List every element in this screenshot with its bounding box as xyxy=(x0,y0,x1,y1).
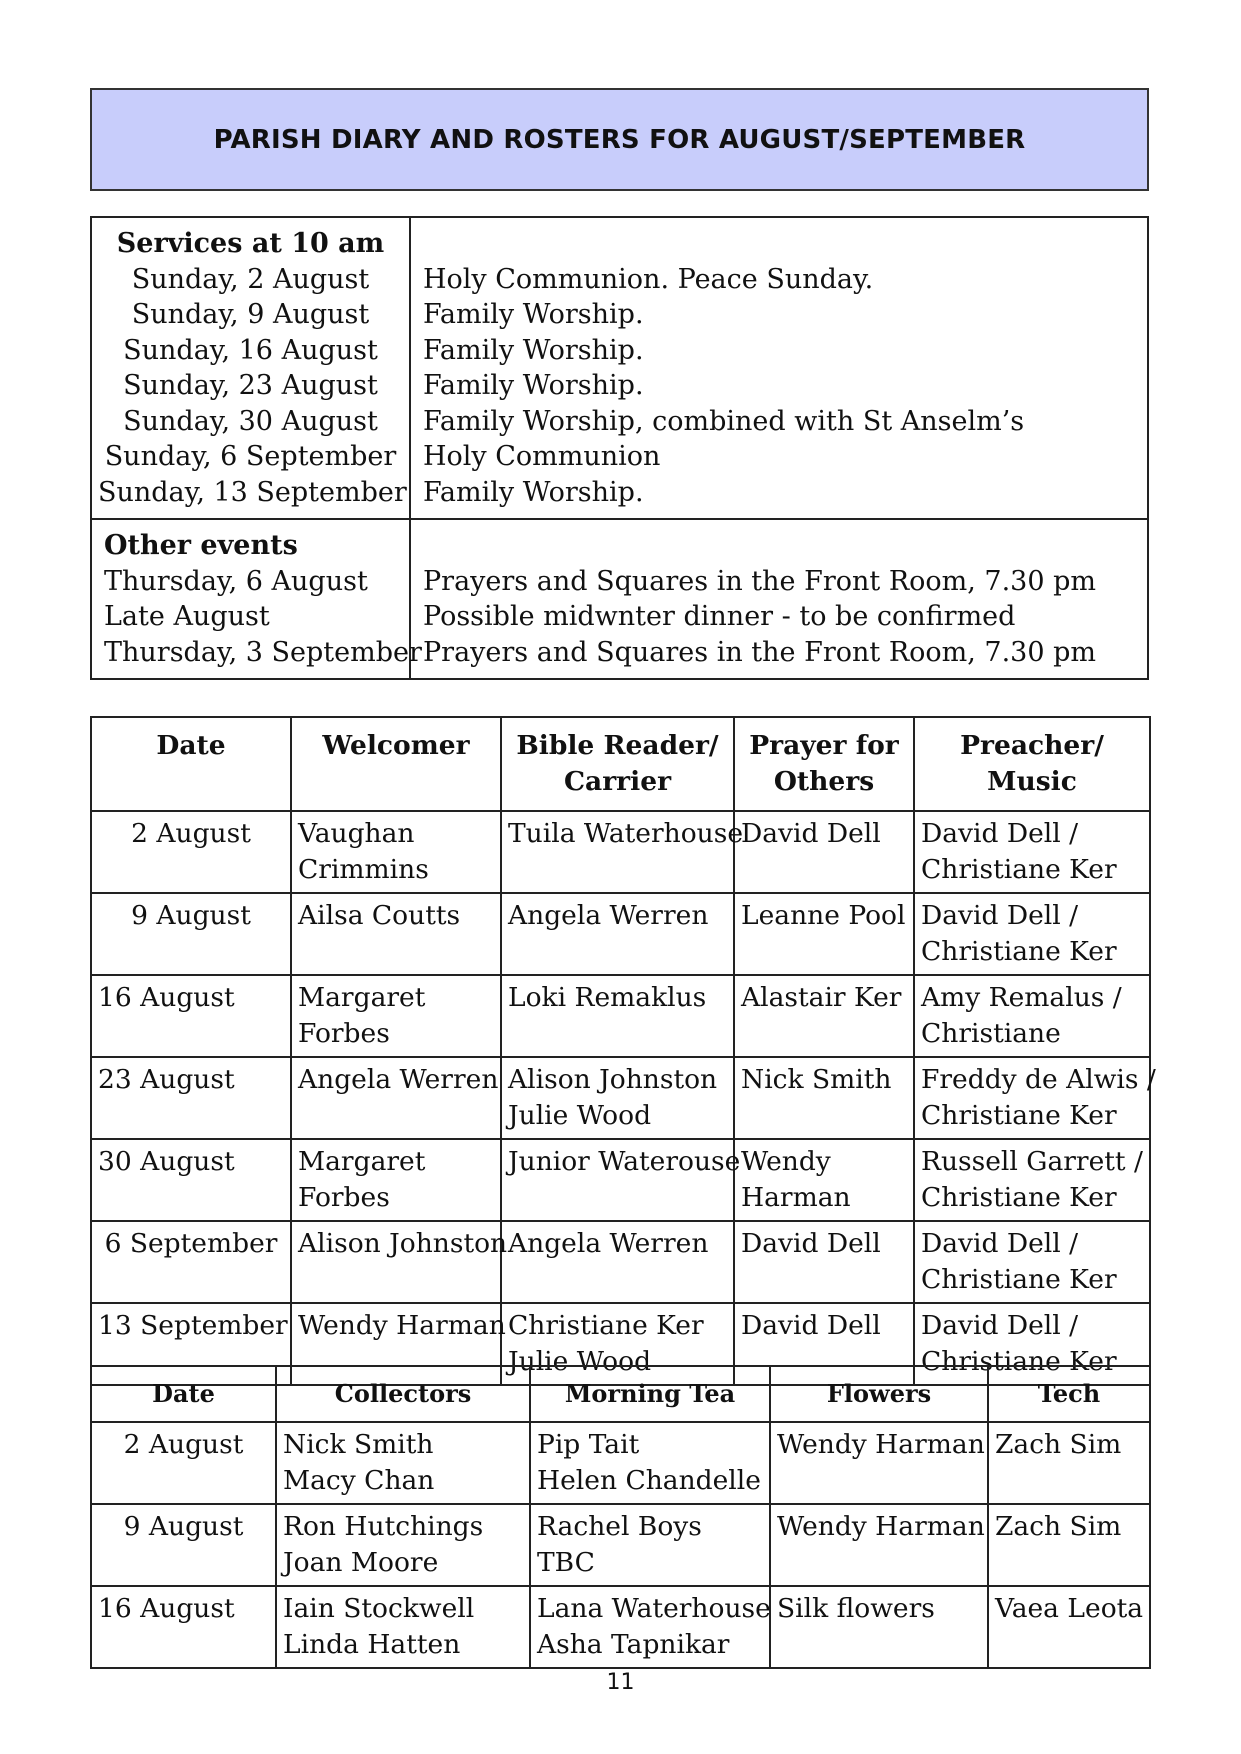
cell-text: Alastair Ker xyxy=(741,982,902,1013)
cell-text: Amy Remalus / xyxy=(921,982,1122,1013)
cell-text: 16 August xyxy=(98,1593,235,1624)
services-section xyxy=(91,217,1148,519)
table-cell xyxy=(734,893,914,975)
service-description: Family Worship. xyxy=(423,370,644,401)
table-row xyxy=(91,1057,1150,1139)
column-header-label: Prayer for xyxy=(749,730,899,761)
table-cell xyxy=(91,1586,276,1668)
table-row xyxy=(91,1586,1150,1668)
table-cell xyxy=(501,1057,734,1139)
cell-text: Wendy Harman xyxy=(777,1429,985,1460)
service-date: Sunday, 30 August xyxy=(123,405,378,437)
cell-text: Christiane Ker xyxy=(921,854,1117,885)
other-events-dates-cell xyxy=(91,519,422,679)
other-events-descriptions-cell xyxy=(410,519,1148,679)
service-date: Sunday, 23 August xyxy=(123,370,378,401)
event-description: Prayers and Squares in the Front Room, 7.30 pm xyxy=(423,636,1097,668)
event-date: Thursday, 6 August xyxy=(104,565,368,597)
services-dates-cell xyxy=(91,217,410,519)
roster-header-row xyxy=(91,717,1150,811)
table-cell xyxy=(914,1221,1150,1303)
column-header xyxy=(501,717,734,811)
table-cell xyxy=(530,1422,770,1504)
table-cell xyxy=(734,811,914,893)
cell-text: Junior Waterouse xyxy=(508,1146,741,1177)
table-row xyxy=(91,1504,1150,1586)
cell-text: Linda Hatten xyxy=(283,1629,461,1660)
table-cell xyxy=(276,1504,530,1586)
page-number: 11 xyxy=(606,1670,635,1695)
cell-text: Christiane Ker xyxy=(921,1346,1117,1377)
table-cell xyxy=(734,975,914,1057)
cell-text: Loki Remaklus xyxy=(508,982,707,1013)
cell-text: 2 August xyxy=(123,1429,244,1460)
cell-text: Freddy de Alwis / xyxy=(921,1064,1156,1095)
roster-table-readers xyxy=(90,716,1156,1386)
table-cell xyxy=(276,1422,530,1504)
event-description: Prayers and Squares in the Front Room, 7.30 pm xyxy=(423,565,1097,597)
table-cell xyxy=(501,975,734,1057)
cell-text: 13 September xyxy=(98,1310,288,1341)
service-date: Sunday, 2 August xyxy=(131,263,370,295)
column-header xyxy=(530,1366,770,1422)
column-header-label: Morning Tea xyxy=(564,1379,736,1408)
cell-text: 9 August xyxy=(131,900,251,931)
table-cell xyxy=(734,1139,914,1221)
cell-text: David Dell / xyxy=(921,818,1079,849)
table-cell xyxy=(988,1504,1150,1586)
service-description: Family Worship, combined with St Anselm’s xyxy=(423,405,1025,437)
table-cell xyxy=(501,811,744,893)
cell-text: Alison Johnston xyxy=(508,1064,718,1095)
table-cell xyxy=(734,1221,914,1303)
cell-text: Zach Sim xyxy=(995,1429,1122,1460)
column-header-label: Others xyxy=(773,766,875,797)
cell-text: Wendy Harman xyxy=(777,1511,985,1542)
table-cell xyxy=(91,1057,291,1139)
table-cell xyxy=(291,975,501,1057)
service-description: Family Worship. xyxy=(423,476,644,508)
service-description: Family Worship. xyxy=(423,334,644,366)
page-title: PARISH DIARY AND ROSTERS FOR AUGUST/SEPTEMBER xyxy=(213,124,1026,155)
service-date: Sunday, 16 August xyxy=(123,334,378,366)
cell-text: Vaea Leota xyxy=(995,1593,1144,1624)
cell-text: TBC xyxy=(537,1547,595,1578)
table-row xyxy=(91,1422,1150,1504)
cell-text: Christiane Ker xyxy=(508,1310,704,1341)
table-cell xyxy=(91,1221,291,1303)
table-cell xyxy=(291,1139,501,1221)
cell-text: Wendy Harman xyxy=(298,1310,506,1341)
page-header-banner xyxy=(90,88,1149,191)
table-cell xyxy=(91,975,291,1057)
cell-text: Forbes xyxy=(298,1182,390,1213)
cell-text: Angela Werren xyxy=(508,1228,709,1259)
cell-text: David Dell xyxy=(741,818,881,849)
roster-table-collectors xyxy=(90,1365,1151,1669)
cell-text: Wendy xyxy=(741,1146,831,1177)
column-header xyxy=(91,717,291,811)
service-description: Holy Communion xyxy=(423,441,661,472)
cell-text: Pip Tait xyxy=(537,1429,640,1460)
event-description: Possible midwnter dinner - to be confirmed xyxy=(423,601,1016,632)
cell-text: David Dell / xyxy=(921,900,1079,931)
table-row xyxy=(91,1221,1150,1303)
cell-text: David Dell / xyxy=(921,1228,1079,1259)
cell-text: Ailsa Coutts xyxy=(298,900,461,931)
cell-text: Iain Stockwell xyxy=(283,1593,475,1624)
column-header-label: Date xyxy=(156,730,226,761)
table-row xyxy=(91,811,1150,893)
cell-text: Russell Garrett / xyxy=(921,1146,1143,1177)
cell-text: Christiane Ker xyxy=(921,1100,1117,1131)
table-cell xyxy=(770,1586,988,1668)
column-header-label: Bible Reader/ xyxy=(516,730,719,761)
table-cell xyxy=(501,1139,741,1221)
cell-text: Zach Sim xyxy=(995,1511,1122,1542)
cell-text: Rachel Boys xyxy=(537,1511,702,1542)
table-cell xyxy=(291,811,501,893)
cell-text: Ron Hutchings xyxy=(283,1511,484,1542)
cell-text: Nick Smith xyxy=(283,1429,434,1460)
table-cell xyxy=(734,1057,914,1139)
cell-text: 23 August xyxy=(98,1064,235,1095)
cell-text: Lana Waterhouse xyxy=(537,1593,771,1624)
table-cell xyxy=(914,1139,1150,1221)
cell-text: Forbes xyxy=(298,1018,390,1049)
services-descriptions-cell xyxy=(410,217,1148,519)
service-date: Sunday, 9 August xyxy=(131,299,370,330)
column-header-label: Music xyxy=(987,766,1077,797)
table-cell xyxy=(291,1221,508,1303)
table-cell xyxy=(988,1586,1150,1668)
table-cell xyxy=(914,893,1150,975)
cell-text: Christiane Ker xyxy=(921,1182,1117,1213)
table-cell xyxy=(501,893,734,975)
table-cell xyxy=(530,1586,770,1668)
cell-text: 6 September xyxy=(104,1228,278,1259)
service-description: Family Worship. xyxy=(423,299,644,330)
service-date: Sunday, 13 September xyxy=(98,476,407,508)
cell-text: Harman xyxy=(741,1182,851,1213)
column-header xyxy=(291,717,501,811)
column-header-label: Welcomer xyxy=(322,730,470,761)
table-cell xyxy=(91,1139,291,1221)
event-date: Late August xyxy=(104,601,270,632)
cell-text: 30 August xyxy=(98,1146,235,1177)
event-date: Thursday, 3 September xyxy=(104,636,422,668)
cell-text: 2 August xyxy=(131,818,251,849)
cell-text: Tuila Waterhouse xyxy=(508,818,744,849)
service-description: Holy Communion. Peace Sunday. xyxy=(423,263,874,295)
table-cell xyxy=(276,1586,530,1668)
table-cell xyxy=(91,893,291,975)
column-header-label: Flowers xyxy=(826,1379,932,1408)
cell-text: Margaret xyxy=(298,982,426,1013)
cell-text: Margaret xyxy=(298,1146,426,1177)
column-header xyxy=(988,1366,1150,1422)
cell-text: Nick Smith xyxy=(741,1064,892,1095)
cell-text: 16 August xyxy=(98,982,235,1013)
table-cell xyxy=(914,1057,1156,1139)
cell-text: David Dell xyxy=(741,1310,881,1341)
table-cell xyxy=(501,1221,734,1303)
cell-text: Julie Wood xyxy=(508,1100,652,1131)
column-header xyxy=(770,1366,988,1422)
other-events-section xyxy=(91,519,1148,679)
table-cell xyxy=(91,1422,276,1504)
cell-text: Asha Tapnikar xyxy=(537,1629,730,1660)
cell-text: Leanne Pool xyxy=(741,900,906,931)
table-cell xyxy=(91,811,291,893)
service-date: Sunday, 6 September xyxy=(104,441,397,472)
cell-text: David Dell / xyxy=(921,1310,1079,1341)
table-row xyxy=(91,1139,1150,1221)
table-cell xyxy=(91,1504,276,1586)
column-header-label: Date xyxy=(152,1379,215,1408)
column-header xyxy=(734,717,914,811)
table-cell xyxy=(770,1422,988,1504)
cell-text: Vaughan xyxy=(298,818,415,849)
services-table xyxy=(90,216,1149,680)
cell-text: Julie Wood xyxy=(508,1346,652,1377)
cell-text: Christiane Ker xyxy=(921,1264,1117,1295)
column-header-label: Preacher/ xyxy=(960,730,1104,761)
other-events-heading: Other events xyxy=(104,530,298,561)
column-header xyxy=(914,717,1150,811)
table-cell xyxy=(530,1504,770,1586)
cell-text: Alison Johnston xyxy=(298,1228,508,1259)
cell-text: Christiane Ker xyxy=(921,936,1117,967)
cell-text: Christiane xyxy=(921,1018,1061,1049)
table-cell xyxy=(914,811,1150,893)
cell-text: Macy Chan xyxy=(283,1465,435,1496)
cell-text: Angela Werren xyxy=(508,900,709,931)
table-cell xyxy=(291,893,501,975)
cell-text: David Dell xyxy=(741,1228,881,1259)
cell-text: Joan Moore xyxy=(283,1547,439,1578)
cell-text: Silk flowers xyxy=(777,1593,935,1624)
services-heading: Services at 10 am xyxy=(116,228,385,259)
roster-header-row xyxy=(91,1366,1150,1422)
column-header xyxy=(91,1366,276,1422)
table-cell xyxy=(770,1504,988,1586)
table-row xyxy=(91,893,1150,975)
table-cell xyxy=(988,1422,1150,1504)
cell-text: Angela Werren xyxy=(298,1064,499,1095)
table-cell xyxy=(914,975,1150,1057)
column-header-label: Carrier xyxy=(563,766,672,797)
table-row xyxy=(91,975,1150,1057)
cell-text: 9 August xyxy=(123,1511,244,1542)
table-cell xyxy=(291,1057,501,1139)
column-header-label: Tech xyxy=(1037,1379,1101,1408)
column-header xyxy=(276,1366,530,1422)
cell-text: Helen Chandelle xyxy=(537,1465,761,1496)
cell-text: Crimmins xyxy=(298,854,429,885)
column-header-label: Collectors xyxy=(334,1379,472,1408)
